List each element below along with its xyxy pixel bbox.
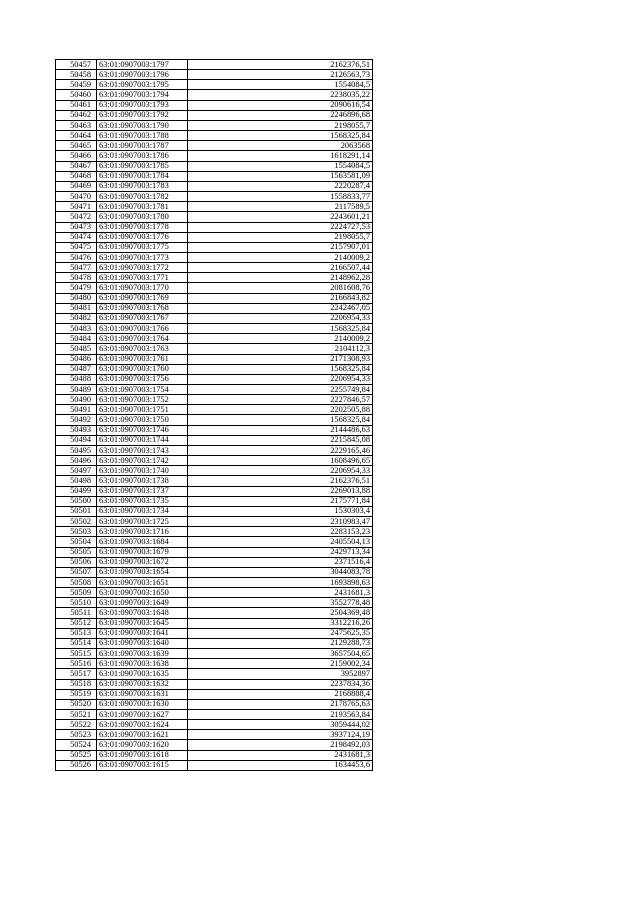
row-number-cell: 50492 bbox=[56, 415, 97, 425]
table-row bbox=[56, 689, 373, 699]
cadastral-number-cell: 63:01:0907003:1631 bbox=[97, 689, 188, 699]
table-row bbox=[56, 577, 373, 587]
row-number-cell: 50467 bbox=[56, 161, 97, 171]
cadastral-number-cell: 63:01:0907003:1780 bbox=[97, 212, 188, 222]
cadastral-number-cell: 63:01:0907003:1735 bbox=[97, 496, 188, 506]
cadastral-number-cell: 63:01:0907003:1746 bbox=[97, 425, 188, 435]
table-row bbox=[56, 202, 373, 212]
value-cell: 2198055,7 bbox=[188, 232, 373, 242]
table-row bbox=[56, 435, 373, 445]
row-number-cell: 50514 bbox=[56, 638, 97, 648]
table-row bbox=[56, 527, 373, 537]
row-number-cell: 50465 bbox=[56, 141, 97, 151]
row-number-cell: 50484 bbox=[56, 334, 97, 344]
table-row bbox=[56, 303, 373, 313]
table-row bbox=[56, 476, 373, 486]
value-cell: 2405504,13 bbox=[188, 537, 373, 547]
value-cell: 2246896,68 bbox=[188, 110, 373, 120]
cadastral-number-cell: 63:01:0907003:1787 bbox=[97, 141, 188, 151]
row-number-cell: 50509 bbox=[56, 588, 97, 598]
table-row bbox=[56, 232, 373, 242]
cadastral-number-cell: 63:01:0907003:1784 bbox=[97, 171, 188, 181]
table-row bbox=[56, 192, 373, 202]
value-cell: 2283153,23 bbox=[188, 527, 373, 537]
table-row bbox=[56, 385, 373, 395]
row-number-cell: 50457 bbox=[56, 60, 97, 70]
table-row bbox=[56, 608, 373, 618]
value-cell: 1618291,14 bbox=[188, 151, 373, 161]
cadastral-number-cell: 63:01:0907003:1797 bbox=[97, 60, 188, 70]
table-row bbox=[56, 649, 373, 659]
value-cell: 2126563,73 bbox=[188, 70, 373, 80]
cadastral-number-cell: 63:01:0907003:1743 bbox=[97, 445, 188, 455]
cadastral-number-cell: 63:01:0907003:1744 bbox=[97, 435, 188, 445]
table-row bbox=[56, 547, 373, 557]
value-cell: 3059444,02 bbox=[188, 720, 373, 730]
value-cell: 2171308,93 bbox=[188, 354, 373, 364]
row-number-cell: 50516 bbox=[56, 659, 97, 669]
cadastral-number-cell: 63:01:0907003:1751 bbox=[97, 405, 188, 415]
row-number-cell: 50495 bbox=[56, 445, 97, 455]
value-cell: 1563581,09 bbox=[188, 171, 373, 181]
row-number-cell: 50472 bbox=[56, 212, 97, 222]
cadastral-number-cell: 63:01:0907003:1768 bbox=[97, 303, 188, 313]
table-row bbox=[56, 415, 373, 425]
table-row bbox=[56, 496, 373, 506]
row-number-cell: 50498 bbox=[56, 476, 97, 486]
table-row bbox=[56, 334, 373, 344]
table-row bbox=[56, 506, 373, 516]
value-cell: 1530303,4 bbox=[188, 506, 373, 516]
table-row bbox=[56, 70, 373, 80]
row-number-cell: 50499 bbox=[56, 486, 97, 496]
cadastral-number-cell: 63:01:0907003:1734 bbox=[97, 506, 188, 516]
cadastral-number-cell: 63:01:0907003:1640 bbox=[97, 638, 188, 648]
row-number-cell: 50474 bbox=[56, 232, 97, 242]
value-cell: 2429713,34 bbox=[188, 547, 373, 557]
cadastral-number-cell: 63:01:0907003:1618 bbox=[97, 750, 188, 760]
row-number-cell: 50519 bbox=[56, 689, 97, 699]
table-row bbox=[56, 740, 373, 750]
table-row bbox=[56, 313, 373, 323]
table-row bbox=[56, 181, 373, 191]
row-number-cell: 50471 bbox=[56, 202, 97, 212]
row-number-cell: 50517 bbox=[56, 669, 97, 679]
row-number-cell: 50476 bbox=[56, 252, 97, 262]
row-number-cell: 50473 bbox=[56, 222, 97, 232]
table-row bbox=[56, 456, 373, 466]
cadastral-number-cell: 63:01:0907003:1775 bbox=[97, 242, 188, 252]
table-row bbox=[56, 100, 373, 110]
value-cell: 1693898,63 bbox=[188, 577, 373, 587]
table-row bbox=[56, 588, 373, 598]
cadastral-number-cell: 63:01:0907003:1754 bbox=[97, 385, 188, 395]
row-number-cell: 50458 bbox=[56, 70, 97, 80]
value-cell: 2117589,5 bbox=[188, 202, 373, 212]
cadastral-number-cell: 63:01:0907003:1756 bbox=[97, 374, 188, 384]
table-row bbox=[56, 242, 373, 252]
cadastral-number-cell: 63:01:0907003:1627 bbox=[97, 710, 188, 720]
cadastral-number-cell: 63:01:0907003:1778 bbox=[97, 222, 188, 232]
row-number-cell: 50468 bbox=[56, 171, 97, 181]
cadastral-number-cell: 63:01:0907003:1793 bbox=[97, 100, 188, 110]
value-cell: 2159002,34 bbox=[188, 659, 373, 669]
row-number-cell: 50461 bbox=[56, 100, 97, 110]
row-number-cell: 50513 bbox=[56, 628, 97, 638]
table-row bbox=[56, 354, 373, 364]
row-number-cell: 50477 bbox=[56, 263, 97, 273]
table-row bbox=[56, 283, 373, 293]
row-number-cell: 50502 bbox=[56, 517, 97, 527]
row-number-cell: 50501 bbox=[56, 506, 97, 516]
row-number-cell: 50515 bbox=[56, 649, 97, 659]
row-number-cell: 50507 bbox=[56, 567, 97, 577]
row-number-cell: 50463 bbox=[56, 120, 97, 130]
table-row bbox=[56, 557, 373, 567]
value-cell: 2229165,46 bbox=[188, 445, 373, 455]
cadastral-number-cell: 63:01:0907003:1788 bbox=[97, 131, 188, 141]
value-cell: 2238035,22 bbox=[188, 90, 373, 100]
value-cell: 2269013,88 bbox=[188, 486, 373, 496]
value-cell: 2129288,73 bbox=[188, 638, 373, 648]
table-row bbox=[56, 567, 373, 577]
value-cell: 3044083,78 bbox=[188, 567, 373, 577]
cadastral-number-cell: 63:01:0907003:1630 bbox=[97, 699, 188, 709]
value-cell: 2371516,4 bbox=[188, 557, 373, 567]
row-number-cell: 50494 bbox=[56, 435, 97, 445]
row-number-cell: 50511 bbox=[56, 608, 97, 618]
value-cell: 2140009,2 bbox=[188, 334, 373, 344]
row-number-cell: 50491 bbox=[56, 405, 97, 415]
cadastral-number-cell: 63:01:0907003:1621 bbox=[97, 730, 188, 740]
value-cell: 1554084,5 bbox=[188, 161, 373, 171]
table-row bbox=[56, 760, 373, 770]
cadastral-number-cell: 63:01:0907003:1684 bbox=[97, 537, 188, 547]
table-row bbox=[56, 141, 373, 151]
table-row bbox=[56, 598, 373, 608]
table-row bbox=[56, 517, 373, 527]
row-number-cell: 50526 bbox=[56, 760, 97, 770]
row-number-cell: 50479 bbox=[56, 283, 97, 293]
value-cell: 2166507,44 bbox=[188, 263, 373, 273]
table-row bbox=[56, 710, 373, 720]
table-row bbox=[56, 730, 373, 740]
value-cell: 2310983,47 bbox=[188, 517, 373, 527]
table-row bbox=[56, 263, 373, 273]
value-cell: 2224727,53 bbox=[188, 222, 373, 232]
table-row bbox=[56, 486, 373, 496]
value-cell: 2206954,33 bbox=[188, 466, 373, 476]
table-row bbox=[56, 374, 373, 384]
cadastral-number-cell: 63:01:0907003:1752 bbox=[97, 395, 188, 405]
row-number-cell: 50459 bbox=[56, 80, 97, 90]
cadastral-number-cell: 63:01:0907003:1650 bbox=[97, 588, 188, 598]
row-number-cell: 50510 bbox=[56, 598, 97, 608]
cadastral-number-cell: 63:01:0907003:1769 bbox=[97, 293, 188, 303]
value-cell: 1568325,84 bbox=[188, 131, 373, 141]
table-row bbox=[56, 171, 373, 181]
value-cell: 2168888,4 bbox=[188, 689, 373, 699]
value-cell: 3937124,19 bbox=[188, 730, 373, 740]
table-row bbox=[56, 110, 373, 120]
value-cell: 2090616,54 bbox=[188, 100, 373, 110]
cadastral-number-cell: 63:01:0907003:1766 bbox=[97, 324, 188, 334]
table-row bbox=[56, 750, 373, 760]
row-number-cell: 50493 bbox=[56, 425, 97, 435]
row-number-cell: 50488 bbox=[56, 374, 97, 384]
row-number-cell: 50503 bbox=[56, 527, 97, 537]
value-cell: 3952897 bbox=[188, 669, 373, 679]
table-row bbox=[56, 344, 373, 354]
row-number-cell: 50512 bbox=[56, 618, 97, 628]
row-number-cell: 50504 bbox=[56, 537, 97, 547]
value-cell: 2162376,51 bbox=[188, 60, 373, 70]
table-row bbox=[56, 720, 373, 730]
table-row bbox=[56, 638, 373, 648]
table-row bbox=[56, 364, 373, 374]
cadastral-number-cell: 63:01:0907003:1648 bbox=[97, 608, 188, 618]
cadastral-number-cell: 63:01:0907003:1794 bbox=[97, 90, 188, 100]
row-number-cell: 50508 bbox=[56, 577, 97, 587]
row-number-cell: 50482 bbox=[56, 313, 97, 323]
value-cell: 2063568 bbox=[188, 141, 373, 151]
value-cell: 1558833,77 bbox=[188, 192, 373, 202]
cadastral-number-cell: 63:01:0907003:1763 bbox=[97, 344, 188, 354]
table-row bbox=[56, 395, 373, 405]
row-number-cell: 50500 bbox=[56, 496, 97, 506]
table-row bbox=[56, 90, 373, 100]
value-cell: 2202505,88 bbox=[188, 405, 373, 415]
row-number-cell: 50487 bbox=[56, 364, 97, 374]
row-number-cell: 50524 bbox=[56, 740, 97, 750]
table-row bbox=[56, 466, 373, 476]
value-cell: 2475625,35 bbox=[188, 628, 373, 638]
cadastral-number-cell: 63:01:0907003:1645 bbox=[97, 618, 188, 628]
cadastral-number-cell: 63:01:0907003:1737 bbox=[97, 486, 188, 496]
row-number-cell: 50525 bbox=[56, 750, 97, 760]
table-row bbox=[56, 293, 373, 303]
value-cell: 2162376,51 bbox=[188, 476, 373, 486]
cadastral-number-cell: 63:01:0907003:1632 bbox=[97, 679, 188, 689]
cadastral-number-cell: 63:01:0907003:1767 bbox=[97, 313, 188, 323]
value-cell: 2193563,84 bbox=[188, 710, 373, 720]
cadastral-number-cell: 63:01:0907003:1781 bbox=[97, 202, 188, 212]
cadastral-number-cell: 63:01:0907003:1638 bbox=[97, 659, 188, 669]
cadastral-number-cell: 63:01:0907003:1786 bbox=[97, 151, 188, 161]
table-row bbox=[56, 669, 373, 679]
table-row bbox=[56, 628, 373, 638]
cadastral-number-cell: 63:01:0907003:1649 bbox=[97, 598, 188, 608]
cadastral-number-cell: 63:01:0907003:1771 bbox=[97, 273, 188, 283]
row-number-cell: 50480 bbox=[56, 293, 97, 303]
cadastral-number-cell: 63:01:0907003:1738 bbox=[97, 476, 188, 486]
value-cell: 2431681,3 bbox=[188, 750, 373, 760]
row-number-cell: 50520 bbox=[56, 699, 97, 709]
value-cell: 1554084,5 bbox=[188, 80, 373, 90]
value-cell: 2081608,76 bbox=[188, 283, 373, 293]
value-cell: 2144486,63 bbox=[188, 425, 373, 435]
cadastral-number-cell: 63:01:0907003:1796 bbox=[97, 70, 188, 80]
value-cell: 2504369,48 bbox=[188, 608, 373, 618]
row-number-cell: 50483 bbox=[56, 324, 97, 334]
cadastral-number-cell: 63:01:0907003:1792 bbox=[97, 110, 188, 120]
row-number-cell: 50481 bbox=[56, 303, 97, 313]
row-number-cell: 50460 bbox=[56, 90, 97, 100]
row-number-cell: 50489 bbox=[56, 385, 97, 395]
cadastral-number-cell: 63:01:0907003:1635 bbox=[97, 669, 188, 679]
cadastral-number-cell: 63:01:0907003:1760 bbox=[97, 364, 188, 374]
value-cell: 1608496,65 bbox=[188, 456, 373, 466]
row-number-cell: 50497 bbox=[56, 466, 97, 476]
row-number-cell: 50462 bbox=[56, 110, 97, 120]
value-cell: 2148962,28 bbox=[188, 273, 373, 283]
value-cell: 2237834,36 bbox=[188, 679, 373, 689]
cadastral-number-cell: 63:01:0907003:1615 bbox=[97, 760, 188, 770]
value-cell: 2166843,82 bbox=[188, 293, 373, 303]
value-cell: 3552778,48 bbox=[188, 598, 373, 608]
cadastral-number-cell: 63:01:0907003:1764 bbox=[97, 334, 188, 344]
row-number-cell: 50521 bbox=[56, 710, 97, 720]
table-row bbox=[56, 131, 373, 141]
value-cell: 1568325,84 bbox=[188, 324, 373, 334]
row-number-cell: 50478 bbox=[56, 273, 97, 283]
table-body bbox=[56, 60, 373, 771]
row-number-cell: 50475 bbox=[56, 242, 97, 252]
value-cell: 2198492,03 bbox=[188, 740, 373, 750]
cadastral-number-cell: 63:01:0907003:1639 bbox=[97, 649, 188, 659]
row-number-cell: 50464 bbox=[56, 131, 97, 141]
cadastral-number-cell: 63:01:0907003:1772 bbox=[97, 263, 188, 273]
cadastral-number-cell: 63:01:0907003:1783 bbox=[97, 181, 188, 191]
table-row bbox=[56, 618, 373, 628]
cadastral-number-cell: 63:01:0907003:1725 bbox=[97, 517, 188, 527]
table-row bbox=[56, 659, 373, 669]
cadastral-number-cell: 63:01:0907003:1795 bbox=[97, 80, 188, 90]
cadastral-number-cell: 63:01:0907003:1782 bbox=[97, 192, 188, 202]
cadastral-number-cell: 63:01:0907003:1624 bbox=[97, 720, 188, 730]
table-row bbox=[56, 151, 373, 161]
cadastral-number-cell: 63:01:0907003:1761 bbox=[97, 354, 188, 364]
value-cell: 1634453,6 bbox=[188, 760, 373, 770]
cadastral-number-cell: 63:01:0907003:1740 bbox=[97, 466, 188, 476]
table-row bbox=[56, 445, 373, 455]
cadastral-number-cell: 63:01:0907003:1773 bbox=[97, 252, 188, 262]
value-cell: 2227846,57 bbox=[188, 395, 373, 405]
table-row bbox=[56, 60, 373, 70]
value-cell: 2178765,63 bbox=[188, 699, 373, 709]
cadastral-number-cell: 63:01:0907003:1785 bbox=[97, 161, 188, 171]
table-row bbox=[56, 537, 373, 547]
row-number-cell: 50505 bbox=[56, 547, 97, 557]
cadastral-number-cell: 63:01:0907003:1750 bbox=[97, 415, 188, 425]
row-number-cell: 50523 bbox=[56, 730, 97, 740]
value-cell: 2175771,84 bbox=[188, 496, 373, 506]
cadastral-value-table bbox=[55, 59, 373, 771]
value-cell: 2140009,2 bbox=[188, 252, 373, 262]
row-number-cell: 50469 bbox=[56, 181, 97, 191]
value-cell: 2242467,05 bbox=[188, 303, 373, 313]
cadastral-number-cell: 63:01:0907003:1620 bbox=[97, 740, 188, 750]
value-cell: 2255749,84 bbox=[188, 385, 373, 395]
table-row bbox=[56, 425, 373, 435]
cadastral-number-cell: 63:01:0907003:1641 bbox=[97, 628, 188, 638]
cadastral-number-cell: 63:01:0907003:1716 bbox=[97, 527, 188, 537]
table-row bbox=[56, 120, 373, 130]
cadastral-number-cell: 63:01:0907003:1742 bbox=[97, 456, 188, 466]
cadastral-number-cell: 63:01:0907003:1672 bbox=[97, 557, 188, 567]
table-row bbox=[56, 80, 373, 90]
table-row bbox=[56, 252, 373, 262]
table-row bbox=[56, 679, 373, 689]
cadastral-number-cell: 63:01:0907003:1770 bbox=[97, 283, 188, 293]
cadastral-number-cell: 63:01:0907003:1654 bbox=[97, 567, 188, 577]
table-row bbox=[56, 324, 373, 334]
row-number-cell: 50522 bbox=[56, 720, 97, 730]
table-row bbox=[56, 699, 373, 709]
table-row bbox=[56, 405, 373, 415]
value-cell: 2220287,4 bbox=[188, 181, 373, 191]
row-number-cell: 50485 bbox=[56, 344, 97, 354]
cadastral-number-cell: 63:01:0907003:1651 bbox=[97, 577, 188, 587]
row-number-cell: 50518 bbox=[56, 679, 97, 689]
value-cell: 2431681,3 bbox=[188, 588, 373, 598]
value-cell: 1568325,84 bbox=[188, 415, 373, 425]
table-row bbox=[56, 161, 373, 171]
cadastral-number-cell: 63:01:0907003:1790 bbox=[97, 120, 188, 130]
table-row bbox=[56, 222, 373, 232]
value-cell: 2157907,01 bbox=[188, 242, 373, 252]
row-number-cell: 50470 bbox=[56, 192, 97, 202]
row-number-cell: 50466 bbox=[56, 151, 97, 161]
value-cell: 2215845,08 bbox=[188, 435, 373, 445]
row-number-cell: 50490 bbox=[56, 395, 97, 405]
value-cell: 3657504,65 bbox=[188, 649, 373, 659]
value-cell: 2243601,21 bbox=[188, 212, 373, 222]
value-cell: 3312216,26 bbox=[188, 618, 373, 628]
row-number-cell: 50486 bbox=[56, 354, 97, 364]
value-cell: 2104112,3 bbox=[188, 344, 373, 354]
value-cell: 2206954,33 bbox=[188, 374, 373, 384]
value-cell: 2206954,33 bbox=[188, 313, 373, 323]
table-row bbox=[56, 273, 373, 283]
row-number-cell: 50496 bbox=[56, 456, 97, 466]
table-row bbox=[56, 212, 373, 222]
value-cell: 2198055,7 bbox=[188, 120, 373, 130]
row-number-cell: 50506 bbox=[56, 557, 97, 567]
value-cell: 1568325,84 bbox=[188, 364, 373, 374]
cadastral-number-cell: 63:01:0907003:1679 bbox=[97, 547, 188, 557]
cadastral-number-cell: 63:01:0907003:1776 bbox=[97, 232, 188, 242]
